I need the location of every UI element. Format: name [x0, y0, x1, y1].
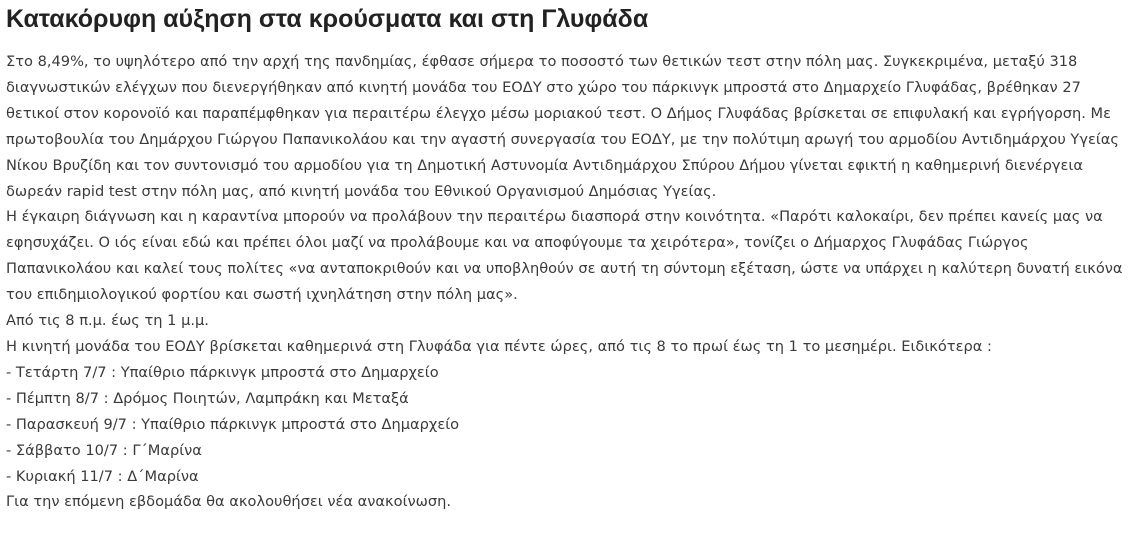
article-title: Κατακόρυφη αύξηση στα κρούσματα και στη Γλυφάδα	[6, 5, 649, 33]
schedule-item: - Τετάρτη 7/7 : Υπαίθριο πάρκινγκ μπροστά στο Δημαρχείο	[6, 363, 439, 381]
schedule-item: - Σάββατο 10/7 : Γ΄Μαρίνα	[6, 441, 202, 459]
hours-line: Από τις 8 π.μ. έως τη 1 μ.μ.	[6, 312, 209, 330]
schedule-item: - Πέμπτη 8/7 : Δρόμος Ποιητών, Λαμπράκη και Μεταξά	[6, 389, 409, 407]
schedule-item: - Παρασκευή 9/7 : Υπαίθριο πάρκινγκ μπροστά στο Δημαρχείο	[6, 415, 460, 433]
article-paragraph: Η έγκαιρη διάγνωση και η καραντίνα μπορούν να προλάβουν την περαιτέρω διασπορά στην κοινότητα. «Παρότι καλοκαίρι, δεν πρέπει κανείς μας να εφησυχάζει. Ο ιός είναι εδώ και πρέπει όλοι μαζί να προλάβουμε και να αποφύγουμε τα χειρότερα», τονίζει ο Δήμαρχος Γλυφάδας Γιώργος Παπανικολάου και καλεί τους πολίτες «να ανταποκριθούν και να υποβληθούν σε αυτή τη σύντομη εξέταση, ώστε να υπάρχει η καλύτερη δυνατή εικόνα του επιδημιολογικού φορτίου και σωστή ιχνηλάτηση στην πόλη μας».	[6, 208, 1123, 304]
article	[6, 0, 1128, 515]
schedule-intro: Η κινητή μονάδα του ΕΟΔΥ βρίσκεται καθημερινά στη Γλυφάδα για πέντε ώρες, από τις 8 το πρωί έως τη 1 το μεσημέρι. Ειδικότερα :	[6, 337, 992, 355]
article-body	[6, 49, 1128, 515]
article-paragraph: Στο 8,49%, το υψηλότερο από την αρχή της πανδημίας, έφθασε σήμερα το ποσοστό των θετικών τεστ στην πόλη μας. Συγκεκριμένα, μεταξύ 318 διαγνωστικών ελέγχων που διενεργήθηκαν από κινητή μονάδα του ΕΟΔΥ στο χώρο του πάρκινγκ μπροστά στο Δημαρχείο Γλυφάδας, βρέθηκαν 27 θετικοί στον κορονοϊό και παραπέμφθηκαν για περαιτέρω έλεγχο μέσω μοριακού τεστ. Ο Δήμος Γλυφάδας βρίσκεται σε επιφυλακή και εγρήγορση. Με πρωτοβουλία του Δημάρχου Γιώργου Παπανικολάου και την αγαστή συνεργασία του ΕΟΔΥ, με την πολύτιμη αρωγή του αρμοδίου Αντιδημάρχου Υγείας Νίκου Βρυζίδη και τον συντονισμό του αρμοδίου για τη Δημοτική Αστυνομία Αντιδημάρχου Σπύρου Δήμου γίνεται εφικτή η καθημερινή διενέργεια δωρεάν rapid test στην πόλη μας, από κινητή μονάδα του Εθνικού Οργανισμού Δημόσιας Υγείας.	[6, 53, 1119, 200]
closing-line: Για την επόμενη εβδομάδα θα ακολουθήσει νέα ανακοίνωση.	[6, 493, 452, 511]
schedule-item: - Κυριακή 11/7 : Δ΄Μαρίνα	[6, 467, 199, 485]
